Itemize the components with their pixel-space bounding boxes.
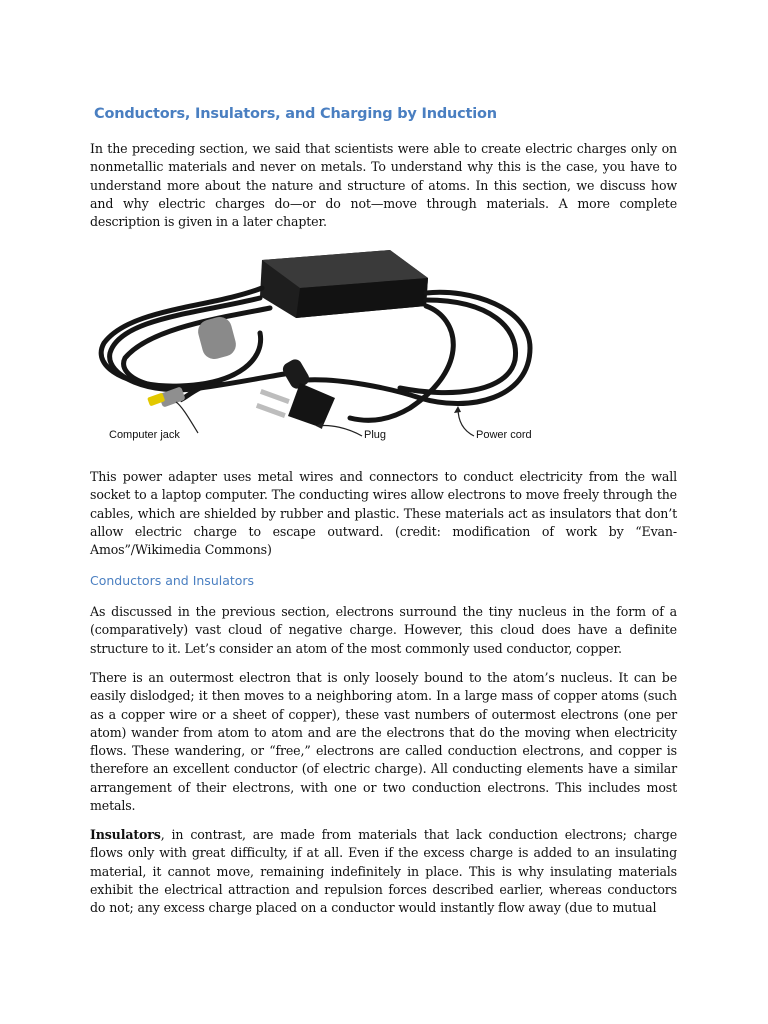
power-adapter-illustration [90,248,550,452]
intro-paragraph: In the preceding section, we said that scientists were able to create electric charges only on nonmetallic materials and never on metals. To understand why this is the case, you have to understand more about the nature and structure of atoms. In this section, we discuss how and why electric charges do—or do not—move through materials. A more complete description is given in a later chapter. [90,141,677,230]
paragraph-electron-cloud: As discussed in the previous section, electrons surround the tiny nucleus in the form of a (comparatively) vast cloud of negative charge. However, this cloud does have a definite structure to it. Let’s consider an atom of the most commonly used conductor, copper. [90,604,677,656]
label-plug: Plug [364,429,387,441]
section-heading: Conductors and Insulators [90,573,255,588]
label-power-cord: Power cord [476,429,532,441]
label-computer-jack: Computer jack [109,429,180,441]
paragraph-conduction-electrons: There is an outermost electron that is only loosely bound to the atom’s nucleus. It can be easily dislodged; it then moves to a neighboring atom. In a large mass of copper atoms (such as a copper wire or a sheet of copper), these vast numbers of outermost electrons (one per atom) wander from atom to atom and are the electrons that do the moving when electricity flows. These wandering, or “free,” electrons are called conduction electrons, and copper is therefore an excellent conductor (of electric charge). All conducting elements have a similar arrangement of their electrons, with one or two conduction electrons. This includes most metals. [90,670,677,814]
paragraph-insulators [90,826,677,917]
insulators-text: , in contrast, are made from materials that lack conduction electrons; charge flows only with great difficulty, if at all. Even if the excess charge is added to an insulating material, it cannot move, remaining indefinitely in place. This is why insulating materials exhibit the electrical attraction and repulsion forces described earlier, whereas conductors do not; any excess charge placed on a conductor would instantly flow away (due to mutual [90,827,677,916]
insulators-term: Insulators [90,827,161,842]
page-title: Conductors, Insulators, and Charging by Induction [94,106,497,122]
power-adapter-figure [90,248,550,452]
figure-caption: This power adapter uses metal wires and connectors to conduct electricity from the wall socket to a laptop computer. The conducting wires allow electrons to move freely through the cables, which are shielded by rubber and plastic. These materials act as insulators that don’t allow electric charge to escape outward. (credit: modification of work by “Evan-Amos”/Wikimedia Commons) [90,469,677,558]
